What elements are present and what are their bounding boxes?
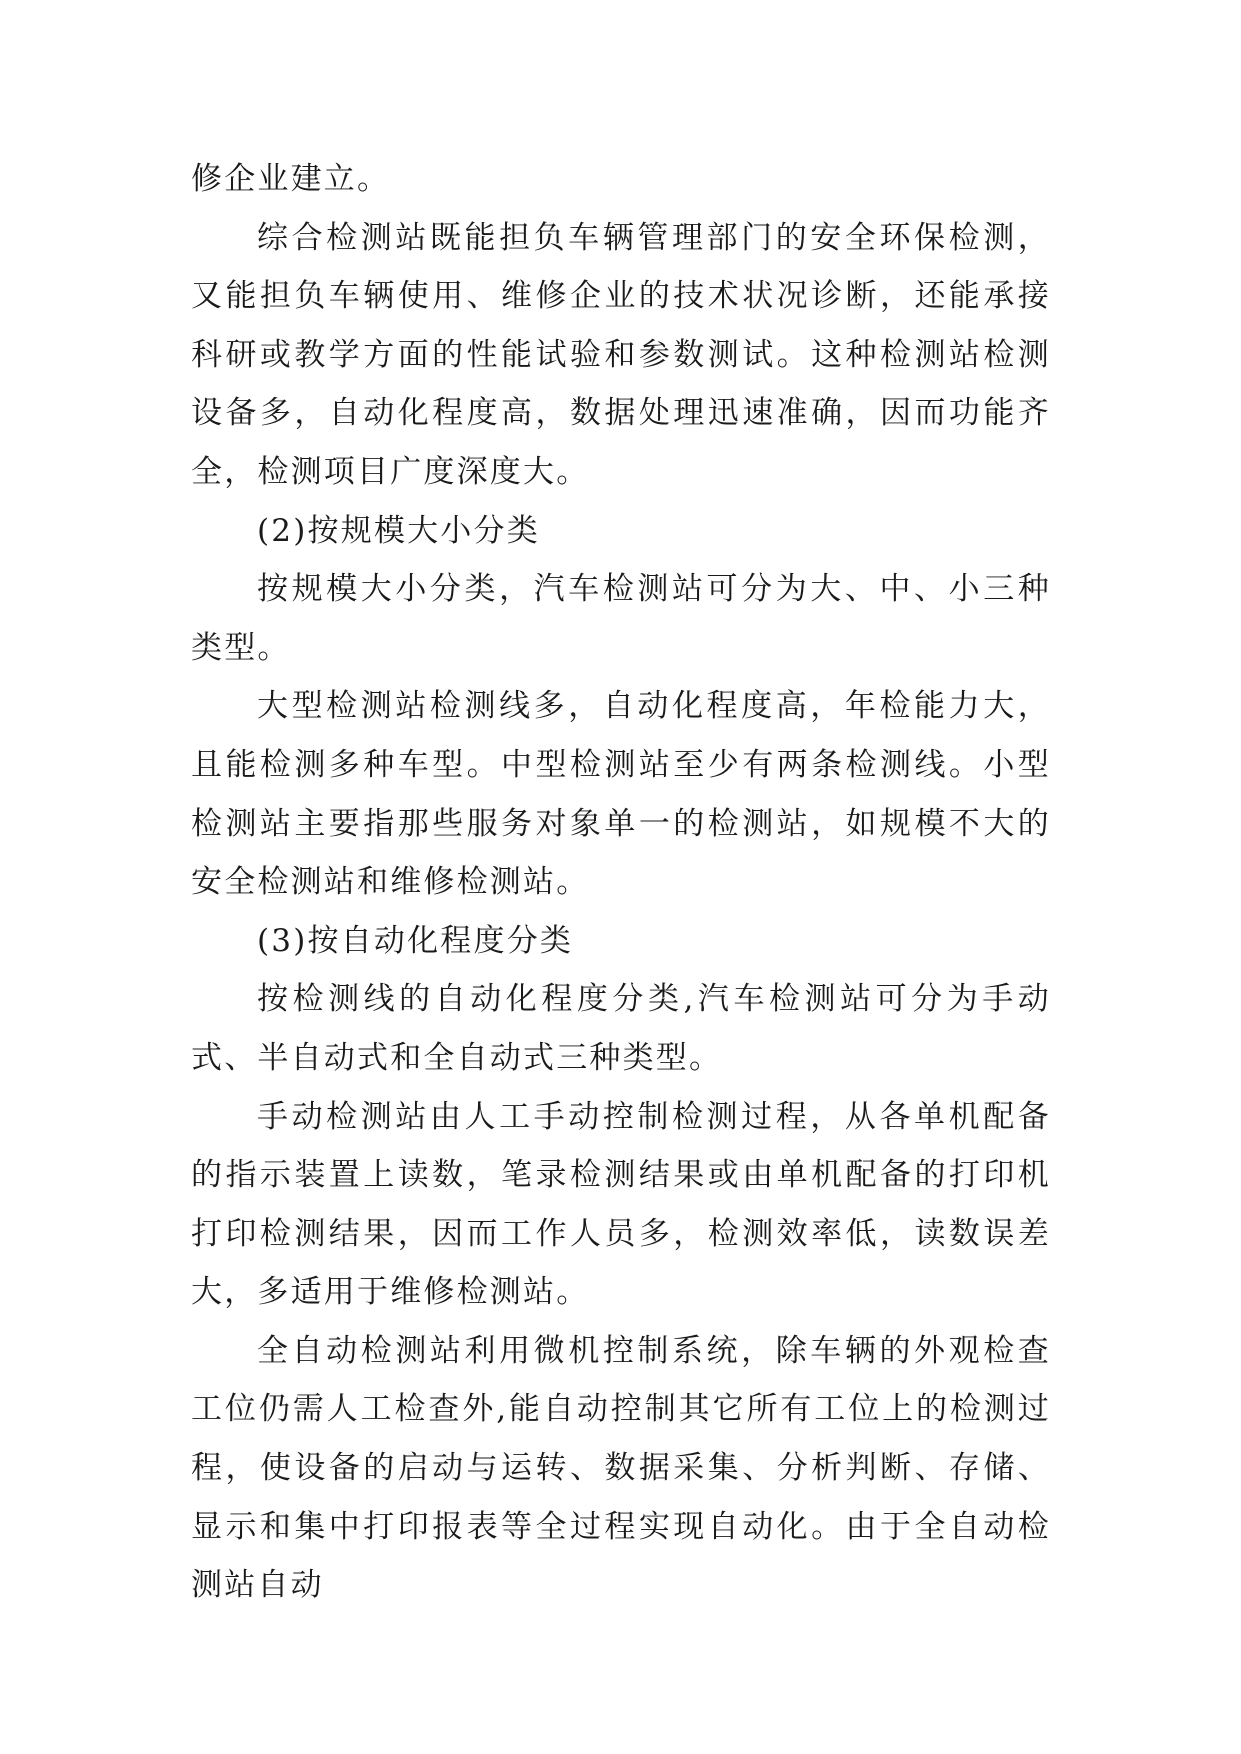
paragraph-automation-types: 按检测线的自动化程度分类,汽车检测站可分为手动式、半自动式和全自动式三种类型。 xyxy=(191,981,1051,1076)
paragraph-manual-station: 手动检测站由人工手动控制检测过程，从各单机配备的指示装置上读数，笔录检测结果或由单机配备的打印机打印检测结果，因而工作人员多，检测效率低，读数误差大，多适用于维修检测站。 xyxy=(191,1098,1051,1311)
section-heading-by-automation: (3)按自动化程度分类 xyxy=(257,922,574,959)
paragraph-automatic-station: 全自动检测站利用微机控制系统，除车辆的外观检查工位仍需人工检查外,能自动控制其它所有工位上的检测过程，使设备的启动与运转、数据采集、分析判断、存储、显示和集中打印报表等全过程实现自动化。由于全自动检测站自动 xyxy=(191,1332,1051,1604)
paragraph-comprehensive-station: 综合检测站既能担负车辆管理部门的安全环保检测，又能担负车辆使用、维修企业的技术状况诊断，还能承接科研或教学方面的性能试验和参数测试。这种检测站检测设备多，自动化程度高，数据处理迅速准确，因而功能齐全，检测项目广度深度大。 xyxy=(191,219,1051,490)
document-body xyxy=(191,150,1051,1615)
paragraph-large-medium-small: 大型检测站检测线多，自动化程度高，年检能力大，且能检测多种车型。中型检测站至少有两条检测线。小型检测站主要指那些服务对象单一的检测站，如规模不大的安全检测站和维修检测站。 xyxy=(191,688,1051,901)
section-heading-by-scale: (2)按规模大小分类 xyxy=(257,512,540,549)
paragraph-continuation: 修企业建立。 xyxy=(191,161,391,197)
paragraph-scale-types: 按规模大小分类，汽车检测站可分为大、中、小三种类型。 xyxy=(191,571,1051,666)
